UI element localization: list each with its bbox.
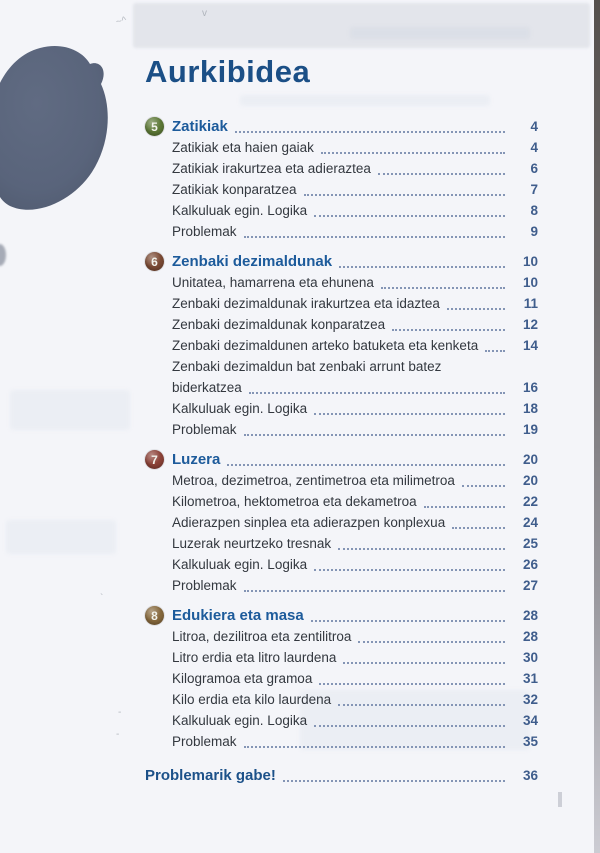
section-page-number: 34 [522, 713, 538, 728]
chapter-title: Edukiera eta masa [172, 607, 304, 624]
toc-chapter-heading [145, 605, 538, 626]
section-title: Adierazpen sinplea eta adierazpen konplexua [172, 515, 446, 530]
section-title: Kalkuluak egin. Logika [172, 713, 308, 728]
toc-section-entry [145, 554, 538, 575]
bleedthrough-text [350, 27, 530, 39]
toc-chapter-heading [145, 449, 538, 470]
section-page-number: 7 [530, 182, 538, 197]
section-page-number: 9 [530, 224, 538, 239]
dotted-leader [311, 620, 505, 622]
toc-content [145, 54, 538, 786]
chapter-number-badge: 7 [145, 450, 164, 469]
toc-section-entry [145, 137, 538, 158]
section-title: Problemak [172, 224, 237, 239]
dotted-leader [338, 548, 505, 550]
dotted-leader [249, 392, 505, 394]
dotted-leader [244, 236, 505, 238]
section-title: Litroa, dezilitroa eta zentilitroa [172, 629, 352, 644]
chapter-title: Zatikiak [172, 118, 228, 135]
toc-chapter [145, 449, 538, 596]
dotted-leader [283, 780, 505, 782]
bleedthrough-text [10, 390, 130, 430]
toc-section-entry [145, 512, 538, 533]
pencil-mark: - [118, 707, 122, 718]
section-title: Zenbaki dezimaldun bat zenbaki arrunt batez [172, 359, 442, 374]
section-title: biderkatzea [172, 380, 242, 395]
section-page-number: 10 [522, 275, 538, 290]
toc-section-entry [145, 272, 538, 293]
toc-section-entry [145, 647, 538, 668]
toc-chapter [145, 116, 538, 242]
pencil-mark: ~^ [114, 15, 128, 28]
section-title: Kalkuluak egin. Logika [172, 401, 308, 416]
section-title: Kalkuluak egin. Logika [172, 203, 308, 218]
toc-section-entry [145, 335, 538, 356]
section-page-number: 12 [522, 317, 538, 332]
section-title: Metroa, dezimetroa, zentimetroa eta milimetroa [172, 473, 455, 488]
section-page-number: 24 [522, 515, 538, 530]
section-title: Litro erdia eta litro laurdena [172, 650, 337, 665]
bleedthrough-page-number [558, 792, 562, 807]
pencil-mark: ` [100, 593, 104, 604]
toc-chapter-heading [145, 116, 538, 137]
chapter-title: Zenbaki dezimaldunak [172, 253, 333, 270]
dotted-leader [378, 173, 505, 175]
dotted-leader [339, 266, 505, 268]
chapter-number-badge: 8 [145, 606, 164, 625]
section-page-number: 4 [530, 140, 538, 155]
toc-list [145, 116, 538, 752]
scan-smudge [0, 244, 6, 266]
toc-chapter [145, 251, 538, 440]
pencil-mark: v [202, 8, 207, 19]
section-title: Unitatea, hamarrena eta ehunena [172, 275, 374, 290]
toc-section-entry [145, 221, 538, 242]
toc-section-entry [145, 398, 538, 419]
section-title: Zatikiak konparatzea [172, 182, 297, 197]
section-title: Zenbaki dezimaldunak irakurtzea eta idaztea [172, 296, 440, 311]
section-page-number: 14 [522, 338, 538, 353]
toc-section-entry [145, 668, 538, 689]
toc-section-entry [145, 575, 538, 596]
section-title: Kilometroa, hektometroa eta dekametroa [172, 494, 417, 509]
dotted-leader [304, 194, 505, 196]
footer-entry-page-number: 36 [522, 768, 538, 783]
section-page-number: 28 [522, 629, 538, 644]
dotted-leader [358, 641, 505, 643]
ink-blob [0, 36, 118, 221]
dotted-leader [392, 329, 505, 331]
toc-section-entry [145, 293, 538, 314]
toc-section-entry [145, 731, 538, 752]
dotted-leader [462, 485, 505, 487]
dotted-leader [244, 746, 505, 748]
dotted-leader [235, 131, 505, 133]
dotted-leader [314, 215, 505, 217]
section-page-number: 20 [522, 473, 538, 488]
section-page-number: 11 [523, 296, 538, 311]
toc-section-entry [145, 710, 538, 731]
section-title: Problemak [172, 422, 237, 437]
section-title: Luzerak neurtzeko tresnak [172, 536, 332, 551]
toc-section-entry [145, 689, 538, 710]
dotted-leader [244, 590, 505, 592]
chapter-page-number: 4 [530, 119, 538, 134]
chapter-page-number: 28 [522, 608, 538, 623]
section-page-number: 22 [522, 494, 538, 509]
dotted-leader [321, 152, 505, 154]
chapter-number-badge: 6 [145, 252, 164, 271]
toc-section-entry [145, 200, 538, 221]
toc-section-entry [145, 533, 538, 554]
dotted-leader [314, 725, 505, 727]
toc-section-entry [145, 377, 538, 398]
toc-chapter-heading [145, 251, 538, 272]
dotted-leader [319, 683, 505, 685]
section-page-number: 35 [522, 734, 538, 749]
section-title: Kilo erdia eta kilo laurdena [172, 692, 332, 707]
toc-chapter [145, 605, 538, 752]
section-title: Kalkuluak egin. Logika [172, 557, 308, 572]
page-title: Aurkibidea [145, 54, 311, 89]
section-title: Zatikiak eta haien gaiak [172, 140, 314, 155]
section-page-number: 8 [530, 203, 538, 218]
section-page-number: 30 [522, 650, 538, 665]
dotted-leader [314, 569, 505, 571]
chapter-page-number: 10 [522, 254, 538, 269]
dotted-leader [452, 527, 505, 529]
dotted-leader [485, 350, 505, 352]
bleedthrough-text [6, 520, 116, 554]
section-title: Problemak [172, 734, 237, 749]
dotted-leader [343, 662, 505, 664]
toc-section-entry [145, 356, 538, 377]
section-page-number: 18 [522, 401, 538, 416]
chapter-number-badge: 5 [145, 117, 164, 136]
section-title: Kilogramoa eta gramoa [172, 671, 313, 686]
section-page-number: 16 [522, 380, 538, 395]
dotted-leader [227, 464, 505, 466]
section-title: Problemak [172, 578, 237, 593]
section-page-number: 25 [522, 536, 538, 551]
dotted-leader [424, 506, 505, 508]
chapter-title: Luzera [172, 451, 221, 468]
toc-section-entry [145, 491, 538, 512]
section-title: Zatikiak irakurtzea eta adieraztea [172, 161, 371, 176]
section-page-number: 31 [522, 671, 538, 686]
toc-section-entry [145, 419, 538, 440]
toc-section-entry [145, 314, 538, 335]
footer-entry-label: Problemarik gabe! [145, 767, 276, 784]
dotted-leader [338, 704, 505, 706]
dotted-leader [381, 287, 505, 289]
section-page-number: 6 [530, 161, 538, 176]
section-page-number: 32 [522, 692, 538, 707]
section-title: Zenbaki dezimaldunen arteko batuketa eta kenketa [172, 338, 479, 353]
toc-section-entry [145, 470, 538, 491]
chapter-page-number: 20 [522, 452, 538, 467]
section-page-number: 26 [522, 557, 538, 572]
toc-section-entry [145, 179, 538, 200]
dotted-leader [447, 308, 505, 310]
page-right-edge [594, 0, 600, 853]
toc-section-entry [145, 626, 538, 647]
section-title: Zenbaki dezimaldunak konparatzea [172, 317, 386, 332]
toc-section-entry [145, 158, 538, 179]
pencil-mark: - [116, 729, 120, 740]
dotted-leader [314, 413, 505, 415]
dotted-leader [244, 434, 505, 436]
toc-entry-problemarik-gabe [145, 765, 538, 786]
section-page-number: 27 [522, 578, 538, 593]
section-page-number: 19 [522, 422, 538, 437]
